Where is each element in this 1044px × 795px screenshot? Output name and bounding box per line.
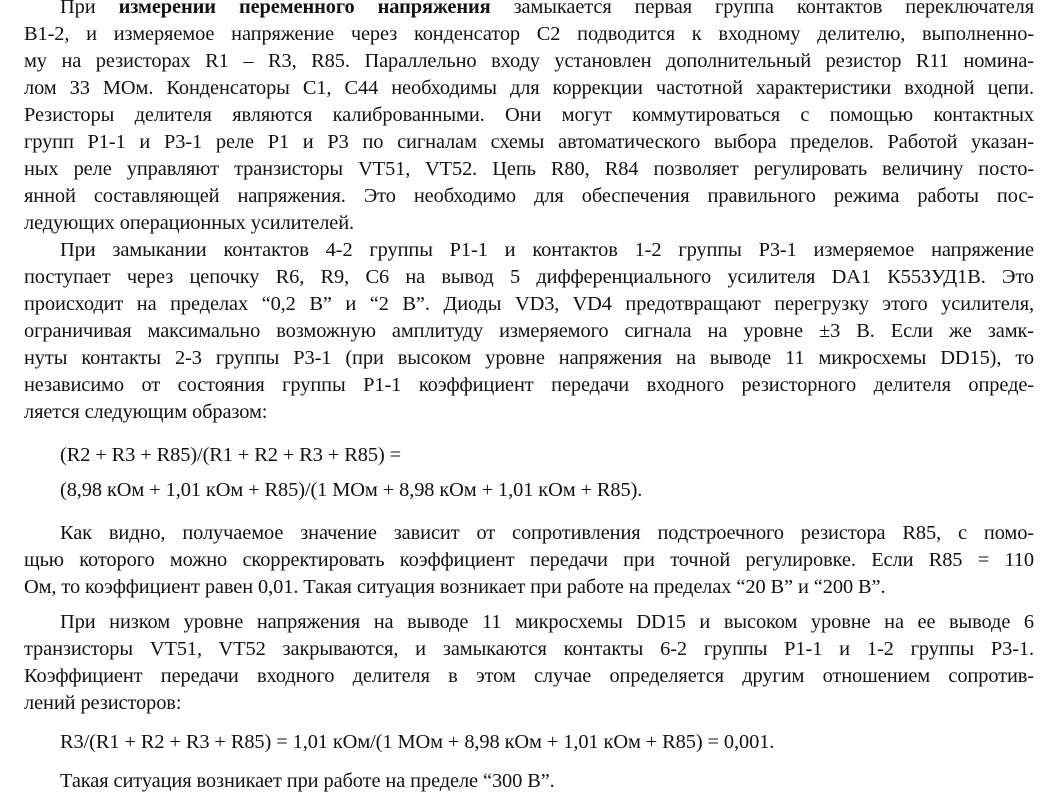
- text-line: [24, 0, 1034, 21]
- paragraph-contacts-closing: [24, 237, 1034, 426]
- text-line: В1-2, и измеряемое напряжение через конденсатор С2 подводится к входному делителю, выполненно-: [24, 23, 1034, 45]
- text-line: При низком уровне напряжения на выводе 11 микросхемы DD15 и высоком уровне на ее выводе 6: [60, 611, 1034, 633]
- text-line: лом 33 МОм. Конденсаторы С1, С44 необходимы для коррекции частотной характеристики входной цепи.: [24, 77, 1034, 99]
- text-line: Ом, то коэффициент равен 0,01. Такая ситуация возникает при работе на пределах “20 В” и “200 В”.: [24, 576, 886, 598]
- formula-line: (8,98 кОм + 1,01 кОм + R85)/(1 МОм + 8,98 кОм + 1,01 кОм + R85).: [60, 479, 643, 501]
- text-line: ледующих операционных усилителей.: [24, 212, 355, 234]
- text-span: При: [60, 0, 119, 18]
- text-line: Как видно, получаемое значение зависит от сопротивления подстроечного резистора R85, с помо-: [60, 522, 1034, 544]
- text-line: му на резисторах R1 – R3, R85. Параллельно входу установлен дополнительный резистор R11 номина-: [24, 50, 1034, 72]
- formula-line: R3/(R1 + R2 + R3 + R85) = 1,01 кОм/(1 МОм + 8,98 кОм + 1,01 кОм + R85) = 0,001.: [60, 731, 775, 753]
- text-span: замыкается первая группа контактов переключателя: [490, 0, 1034, 18]
- text-line: щью которого можно скорректировать коэффициент передачи при точной регулировке. Если R85 = 110: [24, 549, 1034, 571]
- text-line: независимо от состояния группы Р1-1 коэффициент передачи входного резисторного делителя опреде-: [24, 374, 1034, 396]
- formula-second-ratio: [24, 729, 1034, 756]
- paragraph-300v-range: [24, 768, 1034, 795]
- text-line: ограничивая максимально возможную амплитуду измеряемого сигнала на уровне ±3 В. Если же замк-: [24, 320, 1034, 342]
- text-line: Коэффициент передачи входного делителя в этом случае определяется другим отношением сопротив-: [24, 665, 1034, 687]
- text-line: поступает через цепочку R6, R9, С6 на вывод 5 дифференциального усилителя DA1 К553УД1В. Это: [24, 266, 1034, 288]
- text-line: групп Р1-1 и Р3-1 реле Р1 и Р3 по сигналам схемы автоматического выбора пределов. Работой указан-: [24, 131, 1034, 153]
- text-line: Такая ситуация возникает при работе на пределе “300 В”.: [60, 770, 555, 792]
- formula-divider-ratio: [24, 442, 1034, 504]
- text-line: янной составляющей напряжения. Это необходимо для обеспечения правильного режима работы пос-: [24, 185, 1034, 207]
- text-line: При замыкании контактов 4-2 группы Р1-1 и контактов 1-2 группы Р3-1 измеряемое напряжение: [60, 239, 1034, 261]
- bold-term: измерении переменного напряжения: [118, 0, 491, 18]
- text-line: ляется следующим образом:: [24, 401, 268, 423]
- text-line: Резисторы делителя являются калиброванными. Они могут коммутироваться с помощью контактных: [24, 104, 1034, 126]
- text-line: происходит на пределах “0,2 В” и “2 В”. Диоды VD3, VD4 предотвращают перегрузку этого усилителя,: [24, 293, 1034, 315]
- paragraph-ac-voltage-measurement: [24, 0, 1034, 237]
- text-line: ных реле управляют транзисторы VT51, VT52. Цепь R80, R84 позволяет регулировать величину посто-: [24, 158, 1034, 180]
- paragraph-trimmer-resistor: [24, 520, 1034, 601]
- text-line: нуты контакты 2-3 группы Р3-1 (при высоком уровне напряжения на выводе 11 микросхемы DD15), то: [24, 347, 1034, 369]
- document-page: [24, 0, 1034, 795]
- paragraph-low-level: [24, 609, 1034, 717]
- text-line: лений резисторов:: [24, 692, 182, 714]
- formula-line: (R2 + R3 + R85)/(R1 + R2 + R3 + R85) =: [60, 444, 402, 466]
- text-line: транзисторы VT51, VT52 закрываются, и замыкаются контакты 6-2 группы Р1-1 и 1-2 группы Р3-1.: [24, 638, 1034, 660]
